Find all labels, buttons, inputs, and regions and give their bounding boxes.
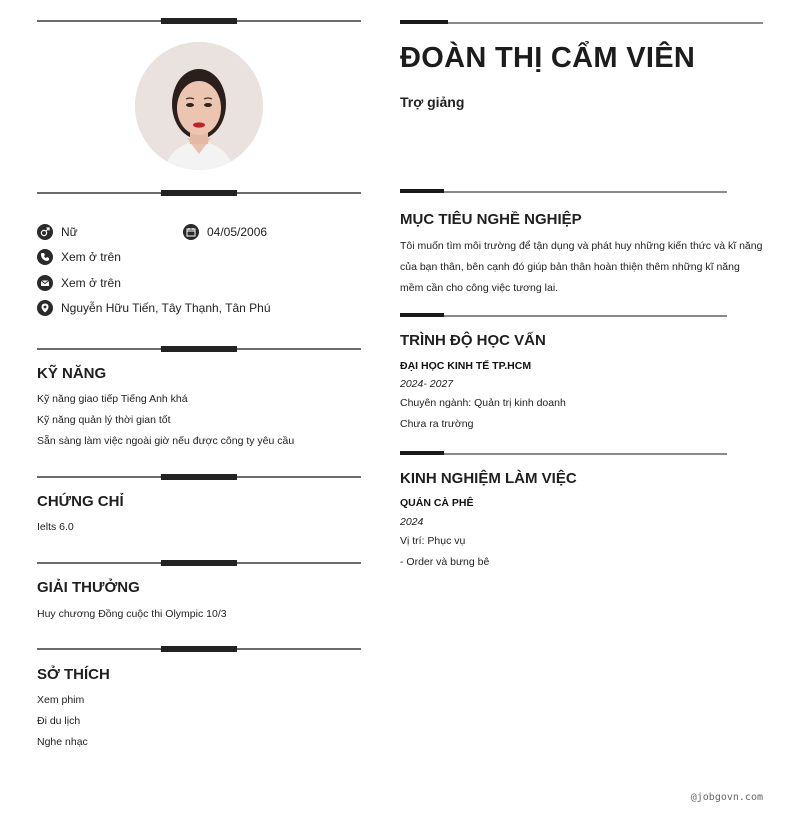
email-icon xyxy=(37,275,53,291)
award-item: Huy chương Đồng cuộc thi Olympic 10/3 xyxy=(37,608,227,620)
candidate-role: Trợ giảng xyxy=(400,94,465,110)
experience-position: Vị trí: Phục vụ xyxy=(400,535,466,547)
education-status: Chưa ra trường xyxy=(400,418,474,430)
section-divider xyxy=(37,474,361,480)
address-value: Nguyễn Hữu Tiến, Tây Thạnh, Tân Phú xyxy=(61,301,271,315)
section-divider xyxy=(37,646,361,652)
section-divider xyxy=(37,346,361,352)
section-divider xyxy=(37,560,361,566)
experience-year: 2024 xyxy=(400,516,424,528)
certificate-item: Ielts 6.0 xyxy=(37,521,74,533)
gender-row xyxy=(37,223,78,241)
phone-row xyxy=(37,248,121,266)
experience-heading: KINH NGHIỆM LÀM VIỆC xyxy=(400,470,577,487)
hobbies-heading: SỞ THÍCH xyxy=(37,666,110,683)
experience-task: - Order và bưng bê xyxy=(400,556,490,568)
skills-heading: KỸ NĂNG xyxy=(37,365,107,382)
address-row xyxy=(37,299,271,317)
birthdate-value: 04/05/2006 xyxy=(207,225,268,239)
email-row xyxy=(37,274,121,292)
gender-icon xyxy=(37,224,53,240)
skill-item: Kỹ năng giao tiếp Tiếng Anh khá xyxy=(37,393,188,405)
calendar-icon xyxy=(183,224,199,240)
portrait-photo xyxy=(135,42,263,170)
hobby-item: Xem phim xyxy=(37,694,85,706)
section-divider xyxy=(400,189,727,194)
header-divider xyxy=(400,20,763,25)
education-period: 2024- 2027 xyxy=(400,378,454,390)
certificates-heading: CHỨNG CHỈ xyxy=(37,493,124,510)
candidate-name: ĐOÀN THỊ CẨM VIÊN xyxy=(400,42,696,74)
section-divider xyxy=(37,18,361,24)
phone-value: Xem ở trên xyxy=(61,250,121,264)
school-name: ĐẠI HỌC KINH TẾ TP.HCM xyxy=(400,360,532,372)
objective-heading: MỤC TIÊU NGHỀ NGHIỆP xyxy=(400,211,582,228)
section-divider xyxy=(37,190,361,196)
gender-value: Nữ xyxy=(61,225,78,239)
phone-icon xyxy=(37,249,53,265)
skill-item: Sẵn sàng làm việc ngoài giờ nếu được công ty yêu cầu xyxy=(37,435,295,447)
watermark: @jobgovn.com xyxy=(690,792,763,803)
hobby-item: Nghe nhạc xyxy=(37,736,88,748)
location-pin-icon xyxy=(37,300,53,316)
avatar xyxy=(135,42,263,170)
skill-item: Kỹ năng quản lý thời gian tốt xyxy=(37,414,171,426)
email-value: Xem ở trên xyxy=(61,276,121,290)
birthdate-row xyxy=(183,223,267,241)
awards-heading: GIẢI THƯỞNG xyxy=(37,579,140,596)
objective-text: Tôi muốn tìm môi trường để tận dụng và phát huy những kiến thức và kĩ năng của bạn thân, bên cạnh đó giúp bản thân hoàn thiện thêm những kĩ năng mềm cần cho công việc tương lai. xyxy=(400,240,763,294)
education-heading: TRÌNH ĐỘ HỌC VẤN xyxy=(400,332,546,349)
section-divider xyxy=(400,313,727,318)
education-major: Chuyên ngành: Quản trị kinh doanh xyxy=(400,397,566,409)
hobby-item: Đi du lịch xyxy=(37,715,81,727)
company-name: QUÁN CÀ PHÊ xyxy=(400,497,474,509)
section-divider xyxy=(400,451,727,456)
